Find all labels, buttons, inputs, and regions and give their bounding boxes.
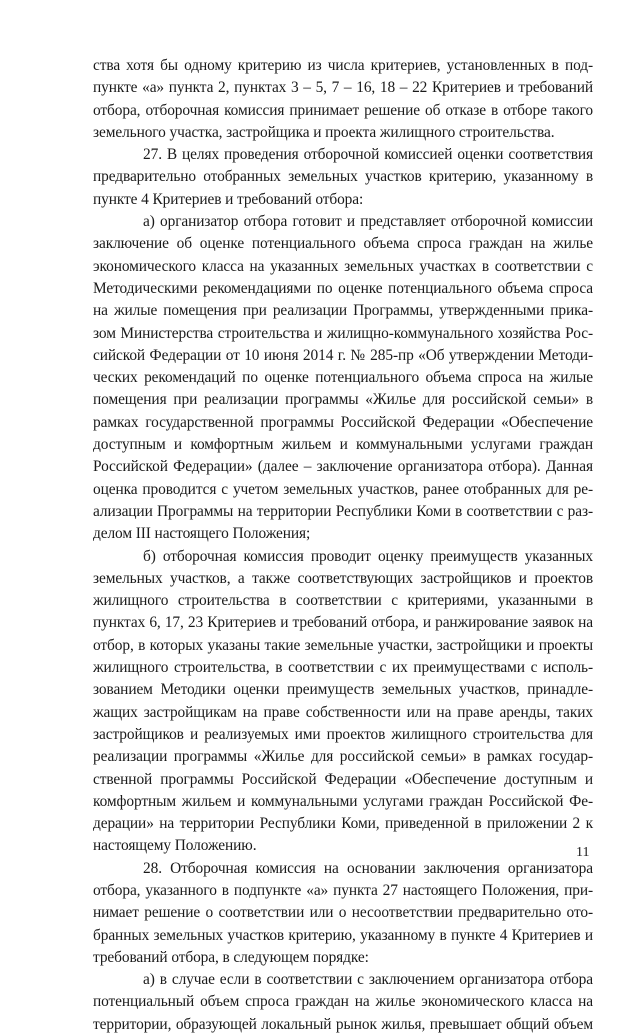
text-line: жилищного строительства в соответствии с критериями, указанными в xyxy=(93,592,593,610)
text-line: пункте 4 Критериев и требований отбора: xyxy=(93,190,364,208)
text-line: 28. Отборочная комиссия на основании заключения организатора xyxy=(143,859,593,877)
text-line: жилищного строительства, в соответствии с их преимуществами с исполь- xyxy=(93,659,593,677)
text-line: Методическими рекомендациями по оценке потенциального объема спроса xyxy=(93,279,593,297)
text-line: помещения при реализации программы «Жилье для российской семьи» в xyxy=(93,391,593,409)
text-line: отбор, в которых указаны такие земельные участки, застройщики и проекты xyxy=(93,636,593,654)
text-line: Российской Федерации» (далее – заключение организатора отбора). Данная xyxy=(93,458,593,476)
text-line: а) в случае если в соответствии с заключением организатора отбора xyxy=(143,971,593,989)
text-line: зом Министерства строительства и жилищно-коммунального хозяйства Рос- xyxy=(93,324,593,342)
text-line: б) отборочная комиссия проводит оценку преимуществ указанных xyxy=(143,547,593,565)
text-line: реализации программы «Жилье для российской семьи» в рамках государ- xyxy=(93,748,593,766)
text-line: нимает решение о соответствии или о несоответствии предварительно ото- xyxy=(93,904,593,922)
text-line: предварительно отобранных земельных участков критерию, указанному в xyxy=(93,168,593,186)
text-line: ческих рекомендаций по оценке потенциального объема спроса на жилые xyxy=(93,369,593,387)
text-line: пунктах 6, 17, 23 Критериев и требований отбора, и ранжирование заявок на xyxy=(93,614,593,632)
text-line: ализации Программы на территории Республики Коми в соответствии с раз- xyxy=(93,502,593,520)
text-line: ственной программы Российской Федерации «Обеспечение доступным и xyxy=(93,770,593,788)
text-line: территории, образующей локальный рынок жилья, превышает общий объем xyxy=(93,1015,593,1033)
text-line: земельного участка, застройщика и проекта жилищного строительства. xyxy=(93,123,555,141)
text-line: пункте «а» пункта 2, пунктах 3 – 5, 7 – 16, 18 – 22 Критериев и требований xyxy=(93,79,593,97)
text-line: отбора, указанного в подпункте «а» пункта 27 настоящего Положения, при- xyxy=(93,881,593,899)
text-line: экономического класса на указанных земельных участках в соответствии с xyxy=(93,257,593,275)
text-line: земельных участков, а также соответствующих застройщиков и проектов xyxy=(93,569,593,587)
text-line: оценка проводится с учетом земельных участков, ранее отобранных для ре- xyxy=(93,480,593,498)
text-line: потенциальный объем спроса граждан на жилье экономического класса на xyxy=(93,993,593,1011)
text-line: заключение об оценке потенциального объема спроса граждан на жилье xyxy=(93,235,593,253)
text-line: настоящему Положению. xyxy=(93,837,257,855)
text-line: 27. В целях проведения отборочной комиссией оценки соответствия xyxy=(143,146,593,164)
text-line: комфортным жильем и коммунальными услугами граждан Российской Фе- xyxy=(93,792,593,810)
text-line: сийской Федерации от 10 июня 2014 г. № 285-пр «Об утверждении Методи- xyxy=(93,346,593,364)
text-line: ства хотя бы одному критерию из числа критериев, установленных в под- xyxy=(93,57,593,74)
text-line: на жилые помещения при реализации Программы, утвержденными прика- xyxy=(93,302,593,320)
text-line: бранных земельных участков критерию, указанному в пункте 4 Критериев и xyxy=(93,926,593,944)
text-line: дерации» на территории Республики Коми, приведенной в приложении 2 к xyxy=(93,815,593,833)
text-line: зованием Методики оценки преимуществ земельных участков, принадле- xyxy=(93,681,593,699)
text-line: доступным и комфортным жильем и коммунальными услугами граждан xyxy=(93,436,593,454)
text-line: делом III настоящего Положения; xyxy=(93,525,311,543)
text-line: жащих застройщикам на праве собственности или на праве аренды, таких xyxy=(93,703,593,721)
text-line: застройщиков и реализуемых ими проектов жилищного строительства для xyxy=(93,725,593,743)
text-line: а) организатор отбора готовит и представляет отборочной комиссии xyxy=(143,213,593,231)
text-line: отбора, отборочная комиссия принимает решение об отказе в отборе такого xyxy=(93,101,593,119)
document-page xyxy=(93,55,593,1036)
page-number: 11 xyxy=(576,845,590,860)
text-line: рамках государственной программы Российской Федерации «Обеспечение xyxy=(93,413,593,431)
text-line: требований отбора, в следующем порядке: xyxy=(93,948,369,966)
